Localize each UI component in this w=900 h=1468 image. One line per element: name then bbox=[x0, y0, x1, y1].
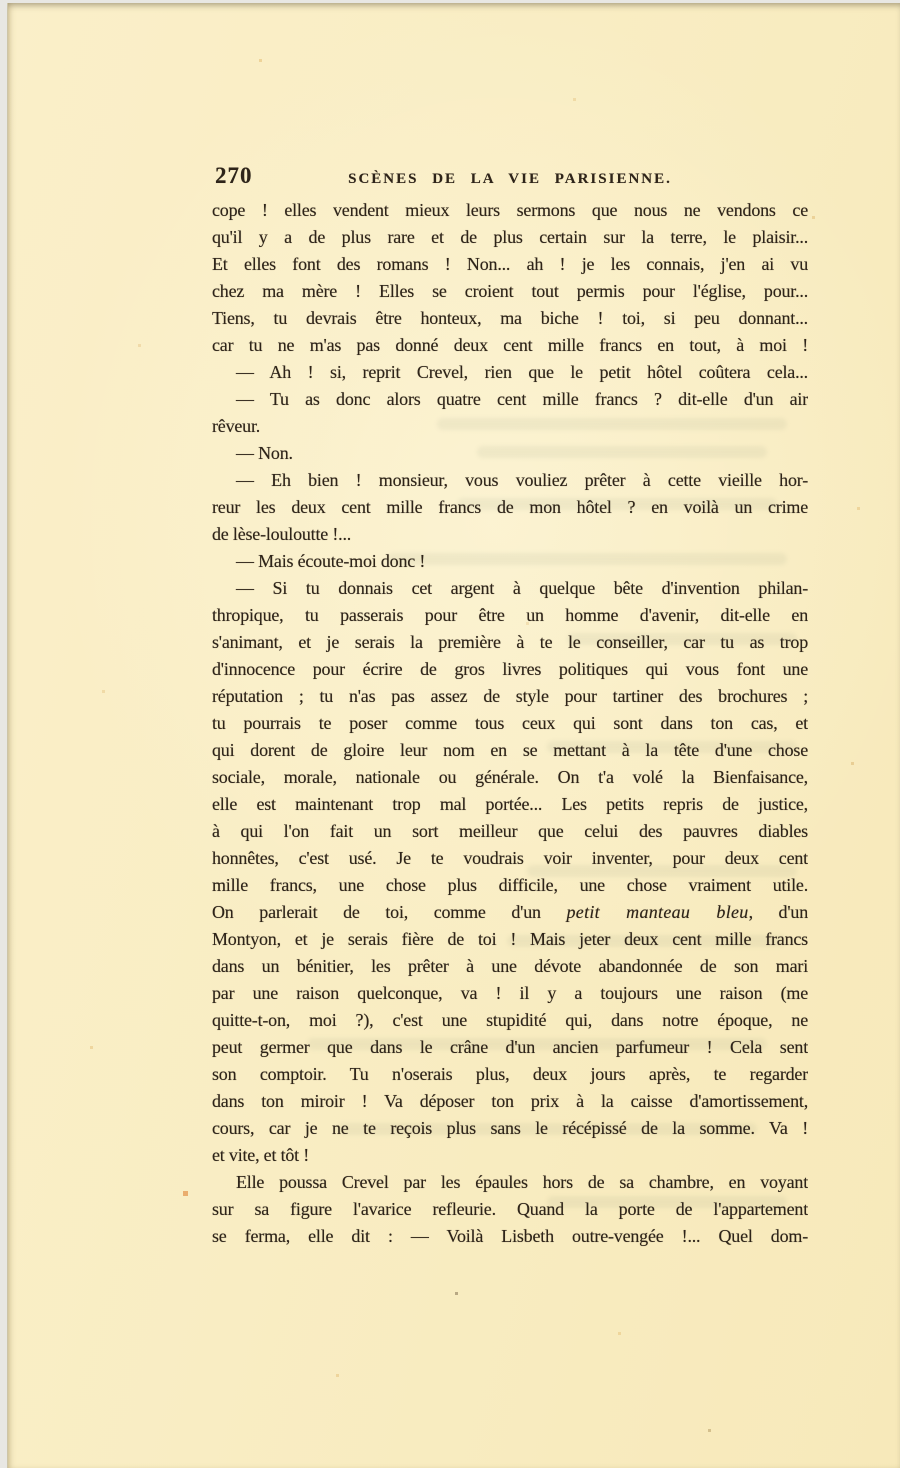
text-line bbox=[212, 818, 808, 845]
text-line bbox=[212, 1007, 808, 1034]
text-line bbox=[212, 440, 808, 467]
text-line bbox=[212, 629, 808, 656]
text-segment: dans un bénitier, les prêter à une dévote abandonnée de son mari bbox=[212, 956, 808, 976]
text-line bbox=[212, 1115, 808, 1142]
text-segment: elle est maintenant trop mal portée... Les petits repris de justice, bbox=[212, 794, 808, 814]
text-line bbox=[212, 953, 808, 980]
text-segment: sur sa figure l'avarice refleurie. Quand la porte de l'appartement bbox=[212, 1199, 808, 1219]
text-segment: — Non. bbox=[236, 443, 293, 463]
text-line bbox=[212, 521, 808, 548]
text-segment: et vite, et tôt ! bbox=[212, 1145, 310, 1165]
text-segment: On parlerait de toi, comme d'un bbox=[212, 902, 567, 922]
text-segment: quitte-t-on, moi ?), c'est une stupidité qui, dans notre époque, ne bbox=[212, 1010, 808, 1030]
running-title: SCÈNES DE LA VIE PARISIENNE. bbox=[348, 171, 672, 187]
text-line bbox=[212, 305, 808, 332]
text-line bbox=[212, 1142, 808, 1169]
text-line bbox=[212, 575, 808, 602]
text-line bbox=[212, 764, 808, 791]
text-segment: Montyon, et je serais fière de toi ! Mais jeter deux cent mille francs bbox=[212, 929, 808, 949]
text-segment: qui dorent de gloire leur nom en se mettant à la tête d'une chose bbox=[212, 740, 808, 760]
text-line bbox=[212, 224, 808, 251]
text-segment: reur les deux cent mille francs de mon hôtel ? en voilà un crime bbox=[212, 497, 808, 517]
text-line bbox=[212, 332, 808, 359]
text-line bbox=[212, 386, 808, 413]
text-segment: — Ah ! si, reprit Crevel, rien que le petit hôtel coûtera cela... bbox=[236, 362, 808, 382]
text-line bbox=[212, 548, 808, 575]
text-segment: Et elles font des romans ! Non... ah ! je les connais, j'en ai vu bbox=[212, 254, 808, 274]
text-line bbox=[212, 926, 808, 953]
text-segment: à qui l'on fait un sort meilleur que celui des pauvres diables bbox=[212, 821, 808, 841]
text-segment: se ferma, elle dit : — Voilà Lisbeth outre-vengée !... Quel dom- bbox=[212, 1226, 808, 1246]
text-line bbox=[212, 602, 808, 629]
text-segment: Tiens, tu devrais être honteux, ma biche ! toi, si peu donnant... bbox=[212, 308, 808, 328]
text-line bbox=[212, 1034, 808, 1061]
text-line bbox=[212, 656, 808, 683]
text-segment: cours, car je ne te reçois plus sans le récépissé de la somme. Va ! bbox=[212, 1118, 808, 1138]
text-line bbox=[212, 467, 808, 494]
text-segment: tu pourrais te poser comme tous ceux qui sont dans ton cas, et bbox=[212, 713, 808, 733]
text-segment: s'animant, et je serais la première à te le conseiller, car tu as trop bbox=[212, 632, 808, 652]
text-segment: de lèse-louloutte !... bbox=[212, 524, 352, 544]
text-line bbox=[212, 359, 808, 386]
book-page-paper bbox=[7, 3, 900, 1468]
text-line bbox=[212, 683, 808, 710]
text-line bbox=[212, 1088, 808, 1115]
text-line bbox=[212, 710, 808, 737]
text-line bbox=[212, 1196, 808, 1223]
text-line bbox=[212, 899, 808, 926]
text-segment: chez ma mère ! Elles se croient tout permis pour l'église, pour... bbox=[212, 281, 808, 301]
text-line bbox=[212, 1061, 808, 1088]
text-segment: thropique, tu passerais pour être un homme d'avenir, dit-elle en bbox=[212, 605, 808, 625]
text-segment: d'innocence pour écrire de gros livres politiques qui vous font une bbox=[212, 659, 808, 679]
italic-phrase: petit manteau bleu bbox=[566, 902, 749, 922]
text-segment: — Tu as donc alors quatre cent mille francs ? dit-elle d'un air bbox=[236, 389, 808, 409]
text-segment: — Mais écoute-moi donc ! bbox=[236, 551, 426, 571]
text-segment: par une raison quelconque, va ! il y a toujours une raison (me bbox=[212, 983, 808, 1003]
text-segment: son comptoir. Tu n'oserais plus, deux jours après, te regarder bbox=[212, 1064, 808, 1084]
text-line bbox=[212, 845, 808, 872]
text-line bbox=[212, 1223, 808, 1250]
text-line bbox=[212, 872, 808, 899]
text-line bbox=[212, 737, 808, 764]
text-segment: — Eh bien ! monsieur, vous vouliez prêter à cette vieille hor- bbox=[236, 470, 808, 490]
text-line bbox=[212, 980, 808, 1007]
text-line bbox=[212, 413, 808, 440]
text-segment: dans ton miroir ! Va déposer ton prix à la caisse d'amortissement, bbox=[212, 1091, 808, 1111]
text-line bbox=[212, 197, 808, 224]
page-number: 270 bbox=[215, 163, 253, 188]
body-text bbox=[212, 197, 808, 1250]
text-segment: qu'il y a de plus rare et de plus certain sur la terre, le plaisir... bbox=[212, 227, 808, 247]
text-segment: — Si tu donnais cet argent à quelque bête d'invention philan- bbox=[236, 578, 808, 598]
paper-speckles bbox=[7, 3, 8, 4]
text-segment: réputation ; tu n'as pas assez de style pour tartiner des brochures ; bbox=[212, 686, 808, 706]
text-segment: sociale, morale, nationale ou générale. On t'a volé la Bienfaisance, bbox=[212, 767, 808, 787]
text-line bbox=[212, 278, 808, 305]
text-line bbox=[212, 791, 808, 818]
text-segment: cope ! elles vendent mieux leurs sermons que nous ne vendons ce bbox=[212, 200, 808, 220]
text-segment: Elle poussa Crevel par les épaules hors de sa chambre, en voyant bbox=[236, 1172, 808, 1192]
text-segment: rêveur. bbox=[212, 416, 261, 436]
text-segment: honnêtes, c'est usé. Je te voudrais voir inventer, pour deux cent bbox=[212, 848, 808, 868]
text-segment: , d'un bbox=[748, 902, 808, 922]
text-segment: peut germer que dans le crâne d'un ancien parfumeur ! Cela sent bbox=[212, 1037, 808, 1057]
text-segment: car tu ne m'as pas donné deux cent mille francs en tout, à moi ! bbox=[212, 335, 808, 355]
text-line bbox=[212, 251, 808, 278]
text-line bbox=[212, 1169, 808, 1196]
text-line bbox=[212, 494, 808, 521]
text-segment: mille francs, une chose plus difficile, une chose vraiment utile. bbox=[212, 875, 808, 895]
page-header bbox=[212, 159, 808, 191]
